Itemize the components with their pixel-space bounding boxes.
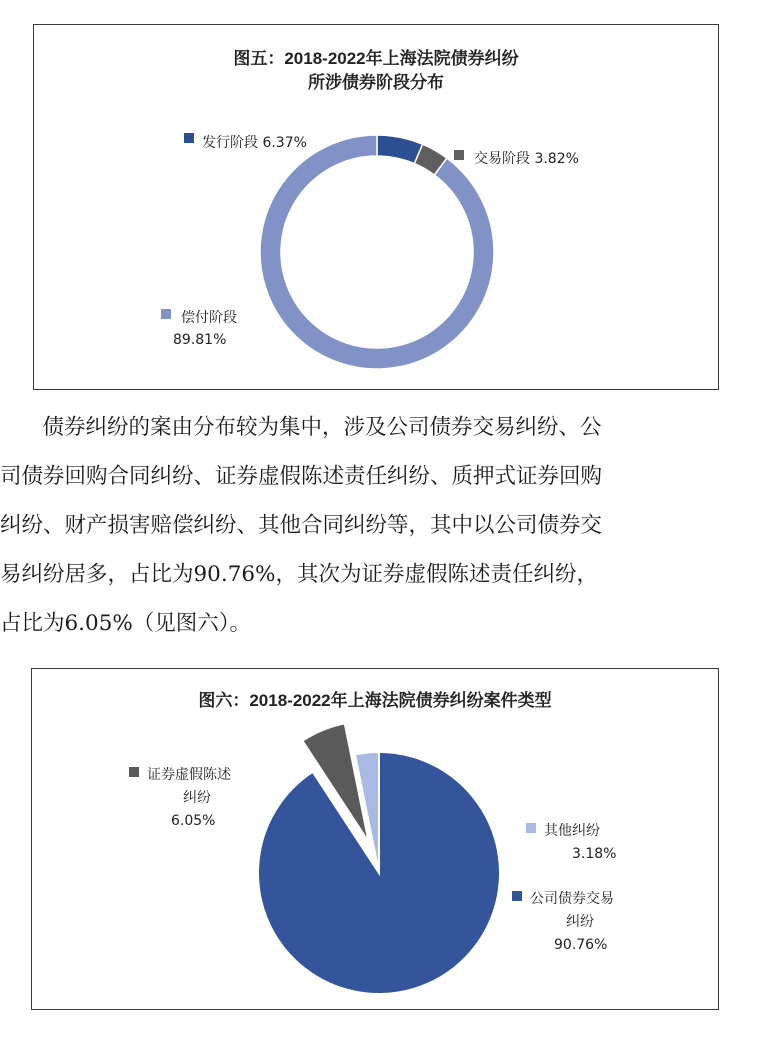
data-label: 3.18% [572,846,617,862]
legend-swatch [526,823,536,833]
data-label: 89.81% [173,332,227,348]
data-label: 发行阶段 6.37% [202,135,307,151]
chart-title-line-2: 所涉债券阶段分布 [308,73,444,92]
chart-title-line-1: 图六：2018-2022年上海法院债券纠纷案件类型 [198,691,552,710]
doughnut-chart [34,25,718,389]
paragraph-line: 占比为6.05%（见图六）。 [0,611,252,636]
data-label: 纠纷 [183,790,211,806]
chart-figure-5 [33,24,719,390]
paragraph-line: 易纠纷居多，占比为90.76%，其次为证券虚假陈述责任纠纷， [0,562,598,587]
chart-figure-6 [31,668,719,1010]
data-label: 公司债券交易 [530,891,614,907]
chart-title-line-1: 图五：2018-2022年上海法院债券纠纷 [233,49,519,68]
doughnut-slice-2 [260,135,494,369]
pie-chart [32,669,718,1009]
legend-swatch [512,891,522,901]
legend-swatch [454,150,464,160]
data-label: 纠纷 [566,914,594,930]
legend-swatch [184,133,194,143]
paragraph-line: 债券纠纷的案由分布较为集中，涉及公司债券交易纠纷、公 [21,415,602,440]
paragraph-line: 纠纷、财产损害赔偿纠纷、其他合同纠纷等，其中以公司债券交 [0,513,603,538]
paragraph-line: 司债券回购合同纠纷、证券虚假陈述责任纠纷、质押式证券回购 [0,464,603,489]
data-label: 其他纠纷 [544,823,600,839]
data-label: 证券虚假陈述 [147,767,231,783]
legend-swatch [129,767,139,777]
data-label: 交易阶段 3.82% [474,151,579,167]
data-label: 偿付阶段 [181,310,237,326]
data-label: 90.76% [554,937,608,953]
data-label: 6.05% [171,813,216,829]
legend-swatch [161,309,171,319]
